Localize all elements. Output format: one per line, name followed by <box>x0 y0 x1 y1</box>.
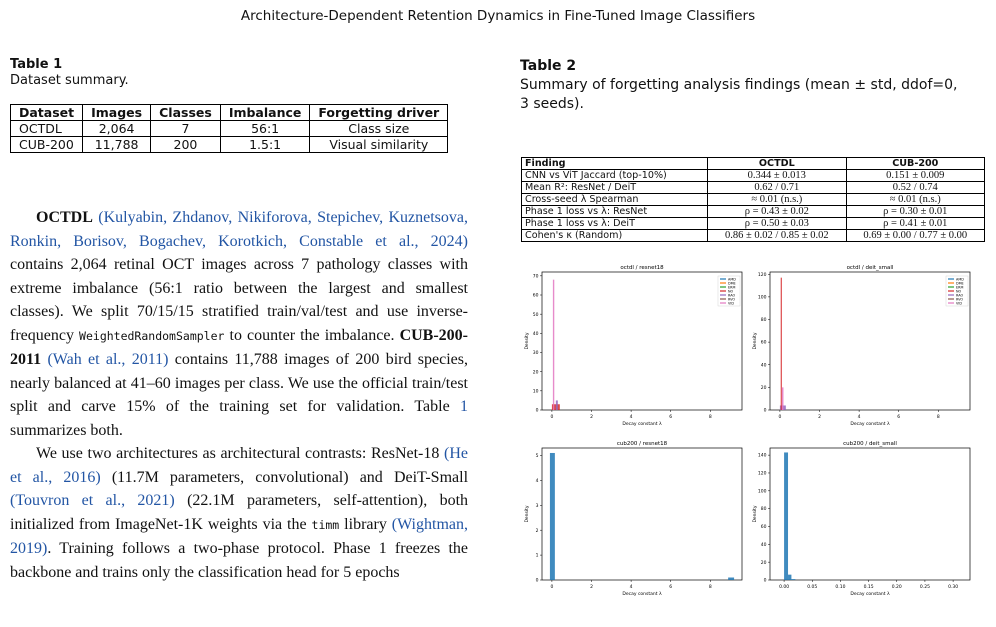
table1-cell: Class size <box>310 121 448 137</box>
y-tick-label: 3 <box>535 503 539 509</box>
table2-caption-line2: 3 seeds). <box>520 96 584 112</box>
table2-caption-line1: Summary of forgetting analysis findings (mean ± std, ddof=0, <box>520 77 958 93</box>
table1-cell: 2,064 <box>83 121 151 137</box>
x-tick-label: 0.10 <box>835 585 846 590</box>
y-tick-label: 20 <box>532 370 539 376</box>
legend-label: VID <box>728 301 734 306</box>
table2-cell: Cohen's κ (Random) <box>522 230 708 242</box>
table2-label: Table 2 <box>520 58 577 74</box>
y-tick-label: 2 <box>535 528 539 534</box>
x-tick-label: 0.25 <box>919 585 930 590</box>
table1-caption-block <box>10 57 129 89</box>
table2-cell: ρ = 0.41 ± 0.01 <box>846 218 984 230</box>
legend-label: ERM <box>956 285 964 290</box>
y-tick-label: 10 <box>532 389 539 395</box>
plot-title: cub200 / resnet18 <box>616 441 668 447</box>
table2-row <box>522 182 985 194</box>
legend-label: AMD <box>956 277 964 282</box>
table2-cell: ρ = 0.50 ± 0.03 <box>708 218 846 230</box>
x-tick-label: 0 <box>778 415 782 420</box>
table1-cell: 56:1 <box>220 121 310 137</box>
paragraph-2 <box>10 442 468 584</box>
y-axis-label: Density <box>525 332 530 350</box>
table2-row <box>522 170 985 182</box>
x-tick-label: 6 <box>669 415 673 420</box>
y-tick-label: 20 <box>760 385 767 391</box>
y-tick-label: 0 <box>535 408 539 414</box>
text-run: . Training follows a two-phase protocol. Phase 1 freezes the backbone and trains only the classification head for 5 epochs <box>10 540 468 581</box>
y-tick-label: 60 <box>760 525 767 531</box>
y-tick-label: 1 <box>535 553 539 559</box>
code-timm: timm <box>311 517 340 532</box>
x-tick-label: 0.30 <box>948 585 959 590</box>
dataset-name-cub: CUB-200-2011 <box>10 326 468 368</box>
y-tick-label: 80 <box>760 318 767 324</box>
text-run: (22.1M parameters, self-attention), both initialized from ImageNet-1K weights via the <box>10 492 469 533</box>
table2-cell: ρ = 0.30 ± 0.01 <box>846 206 984 218</box>
text-run: summarizes both. <box>10 421 123 439</box>
x-tick-label: 2 <box>590 415 593 420</box>
x-axis-label: Decay constant λ <box>622 592 662 596</box>
plot-title: octdl / resnet18 <box>620 265 664 271</box>
x-tick-label: 0.20 <box>891 585 902 590</box>
y-tick-label: 0 <box>535 578 539 584</box>
y-tick-label: 100 <box>757 295 767 301</box>
y-tick-label: 40 <box>760 363 767 369</box>
y-axis-label: Density <box>525 505 530 523</box>
legend-label: NO <box>956 289 962 294</box>
legend-label: RAO <box>728 293 736 298</box>
paragraph-1 <box>10 206 468 442</box>
table2-header-cell: CUB-200 <box>846 158 984 170</box>
table1-row <box>11 137 448 153</box>
table1-header-cell: Dataset <box>11 105 83 121</box>
x-tick-label: 8 <box>708 585 712 590</box>
dataset-name-octdl: OCTDL <box>36 209 93 226</box>
text-run: We use two architectures as architectural contrasts: ResNet-18 <box>36 445 445 462</box>
table1-cell: 11,788 <box>83 137 151 153</box>
histogram-figure <box>520 256 990 596</box>
table2-cell: Mean R²: ResNet / DeiT <box>522 182 708 194</box>
code-sampler: WeightedRandomSampler <box>79 328 225 343</box>
plot-frame <box>770 448 970 580</box>
table2-header-cell: OCTDL <box>708 158 846 170</box>
plot-title: octdl / deit_small <box>846 265 894 271</box>
histogram-bar <box>788 575 791 580</box>
histogram-bar <box>553 280 554 410</box>
citation-link[interactable]: (Wah et al., 2011) <box>47 351 169 368</box>
page-title: Architecture-Dependent Retention Dynamics in Fine-Tuned Image Classifiers <box>240 8 756 24</box>
y-tick-label: 5 <box>535 454 539 460</box>
table2-cell: 0.344 ± 0.013 <box>708 170 846 182</box>
y-tick-label: 20 <box>760 560 767 566</box>
table2-cell: 0.52 / 0.74 <box>846 182 984 194</box>
y-tick-label: 30 <box>532 351 539 357</box>
legend-label: DME <box>956 281 964 286</box>
x-tick-label: 2 <box>818 415 821 420</box>
table2-cell: 0.69 ± 0.00 / 0.77 ± 0.00 <box>846 230 984 242</box>
y-tick-label: 50 <box>532 312 539 318</box>
table2-cell: 0.86 ± 0.02 / 0.85 ± 0.02 <box>708 230 846 242</box>
table2-cell: ≈ 0.01 (n.s.) <box>846 194 984 206</box>
text-run: (11.7M parameters, convolutional) and DeiT-Small <box>100 468 469 486</box>
histogram-bar <box>728 578 734 580</box>
table2-caption-block <box>520 57 990 114</box>
y-tick-label: 60 <box>532 293 539 299</box>
legend-label: DME <box>728 281 736 286</box>
legend-label: VID <box>956 301 962 306</box>
table2-cell: 0.151 ± 0.009 <box>846 170 984 182</box>
table1 <box>10 104 448 153</box>
body-text <box>10 206 468 584</box>
y-tick-label: 4 <box>535 478 539 484</box>
x-tick-label: 0.05 <box>807 585 818 590</box>
y-tick-label: 0 <box>763 578 767 584</box>
y-tick-label: 120 <box>757 471 767 477</box>
histogram-bar <box>791 579 795 580</box>
x-tick-label: 6 <box>669 585 673 590</box>
y-tick-label: 40 <box>532 331 539 337</box>
y-tick-label: 0 <box>763 408 767 414</box>
y-tick-label: 60 <box>760 340 767 346</box>
x-tick-label: 4 <box>857 415 861 420</box>
text-run: to counter the imbalance. <box>224 326 400 344</box>
histogram-bar <box>550 453 555 580</box>
table1-header-cell: Classes <box>151 105 221 121</box>
table1-cell: CUB-200 <box>11 137 83 153</box>
citation-link[interactable]: (Kulyabin, Zhdanov, Nikiforova, Stepichev, Kuznetsova, Ronkin, Borisov, Bogachev, Korotkich, Constable et al., 2024) <box>10 209 469 250</box>
x-axis-label: Decay constant λ <box>622 422 662 427</box>
x-tick-label: 0 <box>550 585 554 590</box>
x-tick-label: 8 <box>708 415 712 420</box>
histogram-bar <box>784 452 788 580</box>
table1-header-cell: Imbalance <box>220 105 310 121</box>
citation-link[interactable]: (Wightman, 2019) <box>10 515 468 557</box>
x-tick-label: 4 <box>629 415 633 420</box>
histogram-bar <box>781 278 782 410</box>
table1-cell: 7 <box>151 121 221 137</box>
table2-cell: Phase 1 loss vs λ: DeiT <box>522 218 708 230</box>
y-axis-label: Density <box>753 332 758 350</box>
plot-frame <box>542 272 742 410</box>
table-ref-link[interactable]: 1 <box>460 398 468 415</box>
text-run: library <box>339 515 392 533</box>
table2-row <box>522 206 985 218</box>
citation-link[interactable]: (He et al., 2016) <box>10 445 468 486</box>
table1-header-cell: Forgetting driver <box>310 105 448 121</box>
table2-cell: ≈ 0.01 (n.s.) <box>708 194 846 206</box>
citation-link[interactable]: (Touvron et al., 2021) <box>10 492 175 509</box>
table1-header-cell: Images <box>83 105 151 121</box>
legend-label: RVO <box>728 297 736 302</box>
legend-label: NO <box>728 289 734 294</box>
table2-row <box>522 194 985 206</box>
legend-label: AMD <box>728 277 736 282</box>
x-axis-label: Decay constant λ <box>850 592 890 596</box>
text-run: contains 11,788 images of 200 bird species, nearly balanced at 41–60 images per class. We use the official train/test split and carve 15% of the training set for validation. Table <box>10 351 468 415</box>
table2 <box>521 157 985 242</box>
plot-frame <box>542 448 742 580</box>
x-tick-label: 2 <box>590 585 593 590</box>
legend-label: RAO <box>956 293 964 298</box>
table2-cell: CNN vs ViT Jaccard (top-10%) <box>522 170 708 182</box>
y-tick-label: 40 <box>760 542 767 548</box>
table2-cell: Cross-seed λ Spearman <box>522 194 708 206</box>
table2-header-cell: Finding <box>522 158 708 170</box>
table1-caption: Dataset summary. <box>10 73 129 88</box>
x-tick-label: 0.15 <box>863 585 874 590</box>
histogram-bar <box>782 387 784 410</box>
legend-label: ERM <box>728 285 736 290</box>
table1-cell: Visual similarity <box>310 137 448 153</box>
table1-cell: 200 <box>151 137 221 153</box>
table2-cell: 0.62 / 0.71 <box>708 182 846 194</box>
y-tick-label: 100 <box>757 489 767 495</box>
table1-cell: 1.5:1 <box>220 137 310 153</box>
x-tick-label: 0 <box>550 415 554 420</box>
table2-cell: Phase 1 loss vs λ: ResNet <box>522 206 708 218</box>
x-tick-label: 8 <box>936 415 940 420</box>
x-tick-label: 0.00 <box>779 585 790 590</box>
plot-title: cub200 / deit_small <box>843 441 897 447</box>
legend-label: RVO <box>956 297 964 302</box>
table1-label: Table 1 <box>10 57 63 72</box>
table1-cell: OCTDL <box>11 121 83 137</box>
y-tick-label: 80 <box>760 507 767 513</box>
x-tick-label: 6 <box>897 415 901 420</box>
text-run: contains 2,064 retinal OCT images across 7 pathology classes with extreme imbalance (56:1 ratio between the largest and smallest classes). We split 70/15/15 stratified train/val/test and use inverse-frequency <box>10 256 468 344</box>
table1-row <box>11 121 448 137</box>
x-axis-label: Decay constant λ <box>850 422 890 427</box>
table2-row <box>522 218 985 230</box>
table2-cell: ρ = 0.43 ± 0.02 <box>708 206 846 218</box>
y-tick-label: 140 <box>757 453 767 459</box>
table2-row <box>522 230 985 242</box>
histogram-bar <box>556 400 558 410</box>
plot-frame <box>770 272 970 410</box>
x-tick-label: 4 <box>629 585 633 590</box>
y-tick-label: 70 <box>532 274 539 280</box>
y-axis-label: Density <box>753 505 758 523</box>
y-tick-label: 120 <box>757 272 767 278</box>
